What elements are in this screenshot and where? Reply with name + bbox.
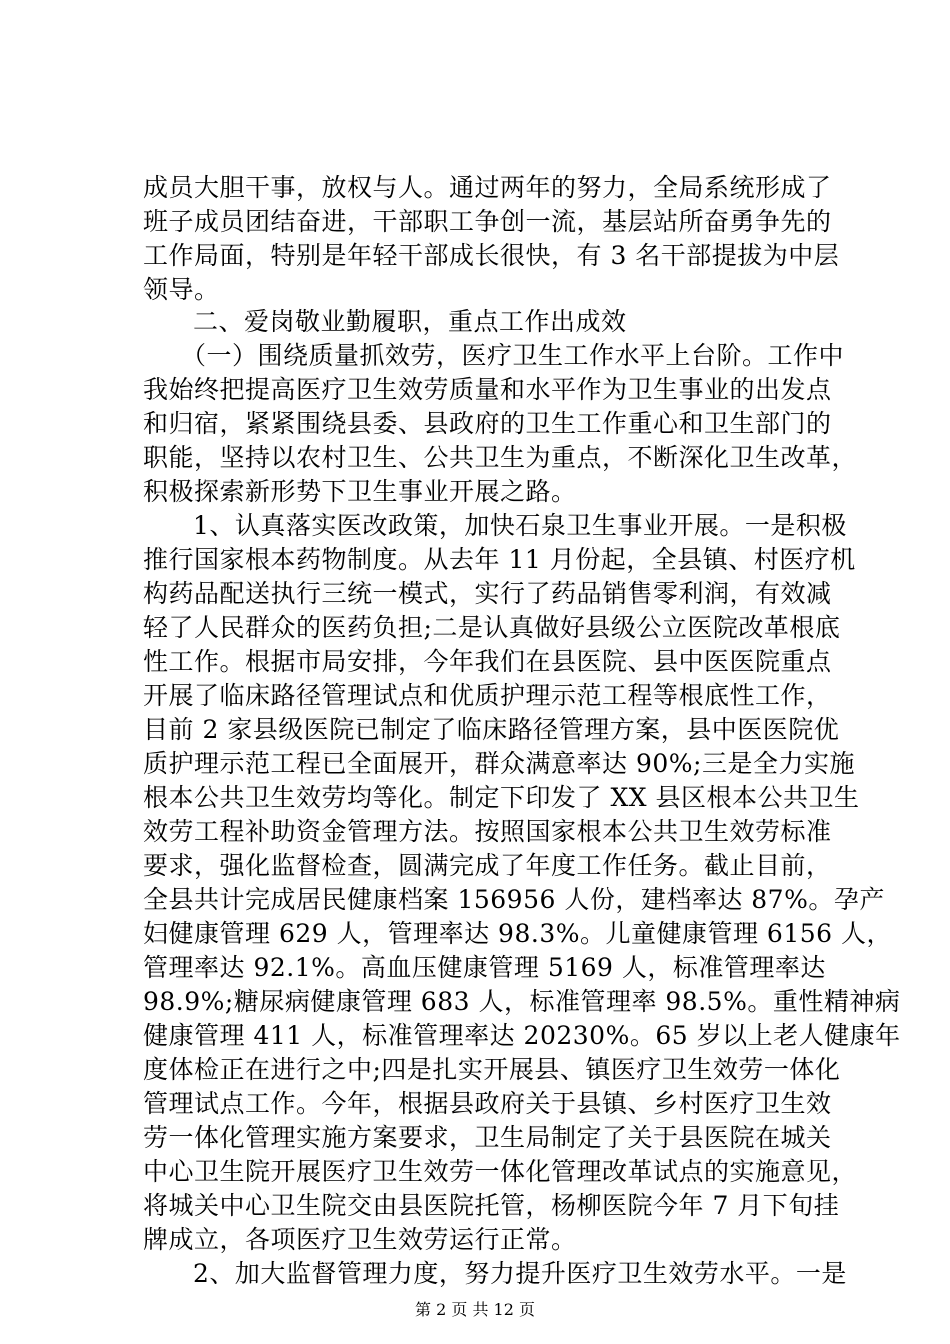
text-line: 推行国家根本药物制度。从去年 11 月份起，全县镇、村医疗机 bbox=[143, 545, 856, 574]
text-line: 开展了临床路径管理试点和优质护理示范工程等根底性工作， bbox=[143, 681, 832, 710]
section-heading: 二、爱岗敬业勤履职，重点工作出成效 bbox=[193, 307, 627, 336]
text-line: 我始终把提高医疗卫生效劳质量和水平作为卫生事业的出发点 bbox=[143, 375, 832, 404]
paragraph-start: 2、加大监督管理力度，努力提升医疗卫生效劳水平。一是 bbox=[193, 1259, 847, 1288]
text-line: 度体检正在进行之中;四是扎实开展县、镇医疗卫生效劳一体化 bbox=[143, 1055, 841, 1084]
text-line: 健康管理 411 人，标准管理率达 20230%。65 岁以上老人健康年 bbox=[143, 1021, 901, 1050]
text-line: 全县共计完成居民健康档案 156956 人份，建档率达 87%。孕产 bbox=[143, 885, 885, 914]
text-line: 积极探索新形势下卫生事业开展之路。 bbox=[143, 477, 577, 506]
text-line: 要求，强化监督检查，圆满完成了年度工作任务。截止目前， bbox=[143, 851, 832, 880]
text-line: 目前 2 家县级医院已制定了临床路径管理方案，县中医医院优 bbox=[143, 715, 840, 744]
paragraph-start: 1、认真落实医改政策，加快石泉卫生事业开展。一是积极 bbox=[193, 511, 847, 540]
text-line: 劳一体化管理实施方案要求，卫生局制定了关于县医院在城关 bbox=[143, 1123, 832, 1152]
text-line: 管理率达 92.1%。高血压健康管理 5169 人，标准管理率达 bbox=[143, 953, 826, 982]
text-line: 效劳工程补助资金管理方法。按照国家根本公共卫生效劳标准 bbox=[143, 817, 832, 846]
text-line: 领导。 bbox=[143, 275, 220, 304]
text-line: 班子成员团结奋进，干部职工争创一流，基层站所奋勇争先的 bbox=[143, 207, 832, 236]
text-line: 将城关中心卫生院交由县医院托管，杨柳医院今年 7 月下旬挂 bbox=[143, 1191, 840, 1220]
text-line: 构药品配送执行三统一模式，实行了药品销售零利润，有效减 bbox=[143, 579, 832, 608]
text-line: 和归宿，紧紧围绕县委、县政府的卫生工作重心和卫生部门的 bbox=[143, 409, 832, 438]
text-line: 牌成立，各项医疗卫生效劳运行正常。 bbox=[143, 1225, 577, 1254]
text-line: 中心卫生院开展医疗卫生效劳一体化管理改革试点的实施意见， bbox=[143, 1157, 858, 1186]
text-line: 质护理示范工程已全面展开，群众满意率达 90%;三是全力实施 bbox=[143, 749, 855, 778]
text-line: 成员大胆干事，放权与人。通过两年的努力，全局系统形成了 bbox=[143, 173, 832, 202]
text-line: 性工作。根据市局安排，今年我们在县医院、县中医医院重点 bbox=[143, 647, 832, 676]
text-line: 根本公共卫生效劳均等化。制定下印发了 XX 县区根本公共卫生 bbox=[143, 783, 860, 812]
text-line: 管理试点工作。今年，根据县政府关于县镇、乡村医疗卫生效 bbox=[143, 1089, 832, 1118]
text-line: 工作局面，特别是年轻干部成长很快，有 3 名干部提拔为中层 bbox=[143, 241, 840, 270]
text-line: 轻了人民群众的医药负担;二是认真做好县级公立医院改革根底 bbox=[143, 613, 841, 642]
text-line: 职能，坚持以农村卫生、公共卫生为重点，不断深化卫生改革， bbox=[143, 443, 858, 472]
page-footer: 第 2 页 共 12 页 bbox=[415, 1300, 535, 1319]
text-line: 妇健康管理 629 人，管理率达 98.3%。儿童健康管理 6156 人， bbox=[143, 919, 892, 948]
subsection-heading: （一）围绕质量抓效劳，医疗卫生工作水平上台阶。工作中 bbox=[181, 341, 845, 370]
text-line: 98.9%;糖尿病健康管理 683 人，标准管理率 98.5%。重性精神病 bbox=[143, 987, 901, 1016]
